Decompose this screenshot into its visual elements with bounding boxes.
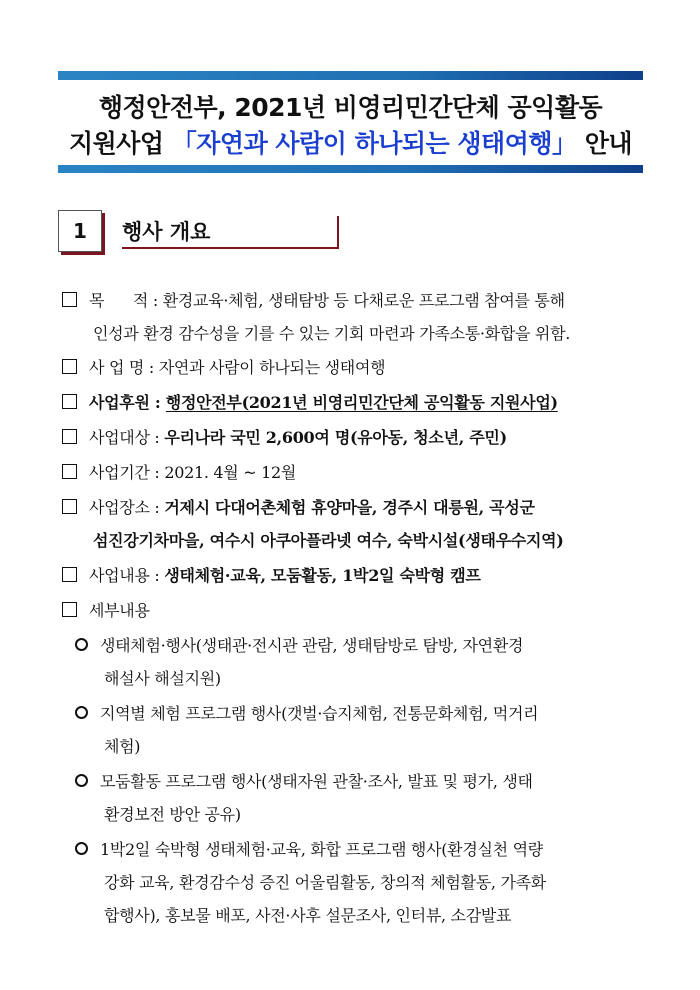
period-text: 2021. 4월 ~ 12월 — [164, 463, 297, 482]
purpose-label: 목 적 : — [89, 291, 158, 310]
checkbox-icon — [62, 567, 77, 582]
checkbox-icon — [62, 464, 77, 479]
page-title-line2 — [58, 124, 643, 160]
place-text: 거제시 다대어촌체험 휴양마을, 경주시 대릉원, 곡성군 — [164, 498, 535, 517]
detail-item-1 — [75, 633, 523, 656]
detail-text: 1박2일 숙박형 생태체험·교육, 화합 프로그램 행사(환경실천 역량 — [100, 840, 543, 859]
detail-text: 지역별 체험 프로그램 행사(갯벌·습지체험, 전통문화체험, 먹거리 — [100, 704, 539, 723]
period-label: 사업기간 : — [89, 463, 160, 482]
place-line — [62, 495, 535, 518]
detail-item-4 — [75, 837, 543, 860]
page-title-line1: 행정안전부, 2021년 비영리민간단체 공익활동 — [98, 93, 603, 122]
period-line — [62, 460, 296, 483]
detail-item-1-cont: 해설사 해설지원) — [104, 669, 221, 688]
checkbox-icon — [62, 429, 77, 444]
bullet-circle-icon — [75, 706, 88, 719]
bullet-circle-icon — [75, 638, 88, 651]
target-label: 사업대상 : — [89, 428, 160, 447]
bullet-circle-icon — [75, 842, 88, 855]
detail-item-3 — [75, 769, 533, 792]
detail-text: 생태체험·행사(생태관·전시관 관람, 생태탐방로 탐방, 자연환경 — [100, 636, 524, 655]
checkbox-icon — [62, 292, 77, 307]
title-prefix: 지원사업 — [68, 129, 164, 158]
name-label: 사 업 명 : — [89, 358, 154, 377]
header-top-bar — [58, 71, 643, 80]
section-title-box — [122, 216, 339, 249]
detail-text: 모둠활동 프로그램 행사(생태자원 관찰·조사, 발표 및 평가, 생태 — [100, 772, 533, 791]
detail-item-2 — [75, 701, 538, 724]
detail-line — [62, 598, 150, 621]
detail-label: 세부내용 — [89, 601, 150, 620]
name-line — [62, 355, 385, 378]
title-suffix: 안내 — [584, 129, 633, 158]
place-line-2: 섬진강기차마을, 여수시 아쿠아플라넷 여수, 숙박시설(생태우수지역) — [93, 531, 564, 550]
checkbox-icon — [62, 394, 77, 409]
target-text: 우리나라 국민 2,600여 명(유아동, 청소년, 주민) — [164, 428, 507, 447]
detail-item-3-cont: 환경보전 방안 공유) — [104, 805, 241, 824]
detail-item-4-cont2: 합행사), 홍보물 배포, 사전·사후 설문조사, 인터뷰, 소감발표 — [104, 906, 512, 925]
section-title: 행사 개요 — [122, 220, 211, 244]
checkbox-icon — [62, 602, 77, 617]
place-label: 사업장소 : — [89, 498, 160, 517]
sponsor-label: 사업후원 : — [89, 393, 161, 412]
sponsor-text: 행정안전부(2021년 비영리민간단체 공익활동 지원사업) — [165, 393, 558, 412]
target-line — [62, 425, 507, 448]
purpose-line — [62, 288, 565, 311]
sponsor-line — [62, 390, 558, 413]
section-number-box — [58, 210, 102, 252]
section-number: 1 — [73, 219, 87, 243]
bullet-circle-icon — [75, 774, 88, 787]
detail-item-4-cont: 강화 교육, 환경감수성 증진 어울림활동, 창의적 체험활동, 가족화 — [104, 873, 546, 892]
detail-item-2-cont: 체험) — [104, 737, 141, 756]
checkbox-icon — [62, 499, 77, 514]
header-bottom-bar — [58, 165, 643, 173]
title-accent: 「자연과 사람이 하나되는 생태여행」 — [171, 129, 577, 158]
purpose-line-2: 인성과 환경 감수성을 기를 수 있는 기회 마련과 가족소통·화합을 위함. — [93, 324, 571, 343]
content-label: 사업내용 : — [89, 566, 160, 585]
purpose-text: 환경교육·체험, 생태탐방 등 다채로운 프로그램 참여를 통해 — [162, 291, 565, 310]
checkbox-icon — [62, 359, 77, 374]
name-text: 자연과 사람이 하나되는 생태여행 — [158, 358, 386, 377]
content-line — [62, 563, 481, 586]
content-text: 생태체험·교육, 모둠활동, 1박2일 숙박형 캠프 — [164, 566, 481, 585]
